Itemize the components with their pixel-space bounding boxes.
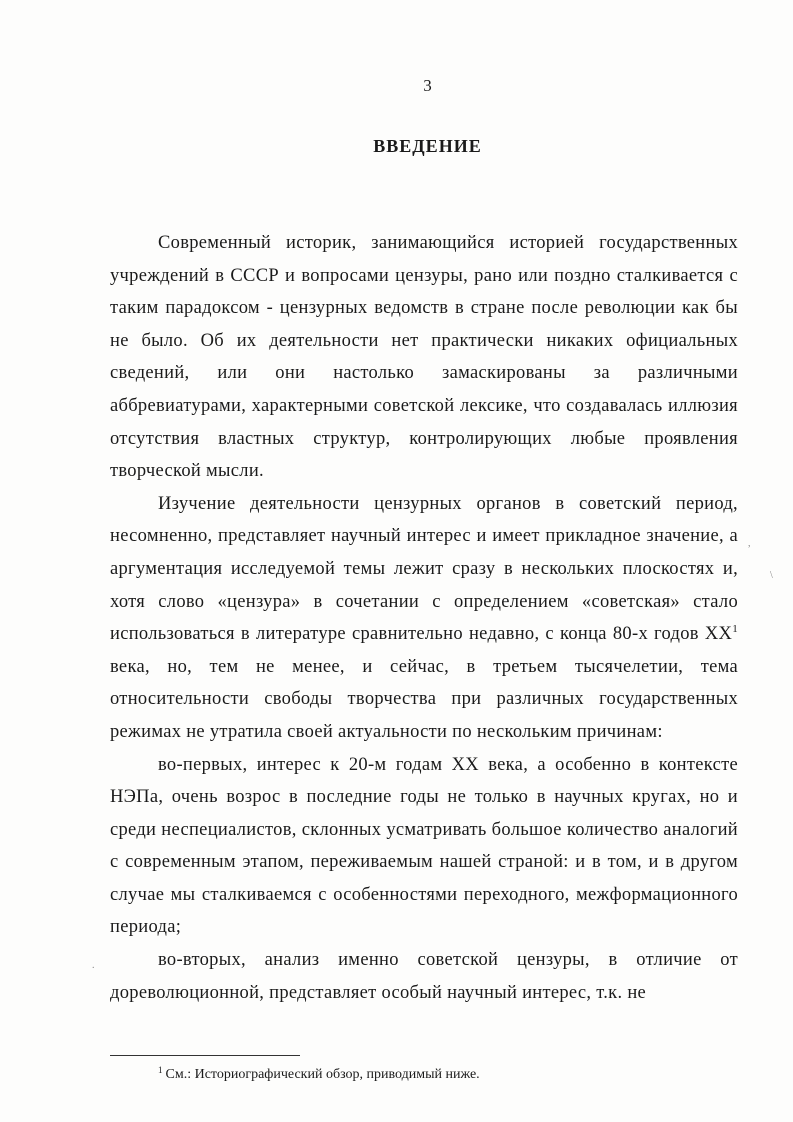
footnote-text: См.: Историографический обзор, приводимый ниже. [165, 1067, 480, 1082]
paragraph-2-text-end: века, но, тем не менее, и сейчас, в третьем тысячелетии, тема относительности свободы творчества при различных государственных режимах не утратила своей актуальности по нескольким причинам: [110, 656, 738, 742]
footnote [158, 1065, 480, 1083]
section-title: ВВЕДЕНИЕ [373, 136, 482, 156]
footnote-number: 1 [158, 1065, 163, 1075]
paragraph-1: Современный историк, занимающийся историей государственных учреждений в СССР и вопросами цензуры, рано или поздно сталкивается с таким парадоксом - цензурных ведомств в стране после революции как бы не было. Об их деятельности нет практически никаких официальных сведений, или они настолько замаскированы за различными аббревиатурами, характерными советской лексике, что создавалась иллюзия отсутствия властных структур, контролирующих любые проявления творческой мысли. [110, 233, 738, 482]
paragraph-4: во-вторых, анализ именно советской цензуры, в отличие от дореволюционной, представляет особый научный интерес, т.к. не [110, 950, 738, 1003]
footnote-separator [110, 1055, 300, 1056]
paragraph-2-text-start: Изучение деятельности цензурных органов в советский период, несомненно, представляет научный интерес и имеет прикладное значение, а аргументация исследуемой темы лежит сразу в нескольких плоскостях и, хотя слово «цензура» в сочетании с определением «советская» стало использоваться в литературе сравнительно недавно, с конца 80-х годов XX [110, 493, 738, 645]
paragraph-2 [110, 488, 738, 749]
scan-speck: . [92, 960, 95, 971]
scan-speck: , [748, 538, 751, 549]
paragraph-3: во-первых, интерес к 20-м годам XX века, а особенно в контексте НЭПа, очень возрос в последние годы не только в научных кругах, но и среди неспециалистов, склонных усматривать большое количество аналогий с современным этапом, переживаемым нашей страной: и в том, и в другом случае мы сталкиваемся с особенностями переходного, межформационного периода; [110, 754, 738, 938]
footnote-reference: 1 [732, 623, 738, 636]
page-number: 3 [423, 76, 432, 95]
body-text [110, 227, 738, 1009]
scan-speck: \ [770, 570, 773, 581]
